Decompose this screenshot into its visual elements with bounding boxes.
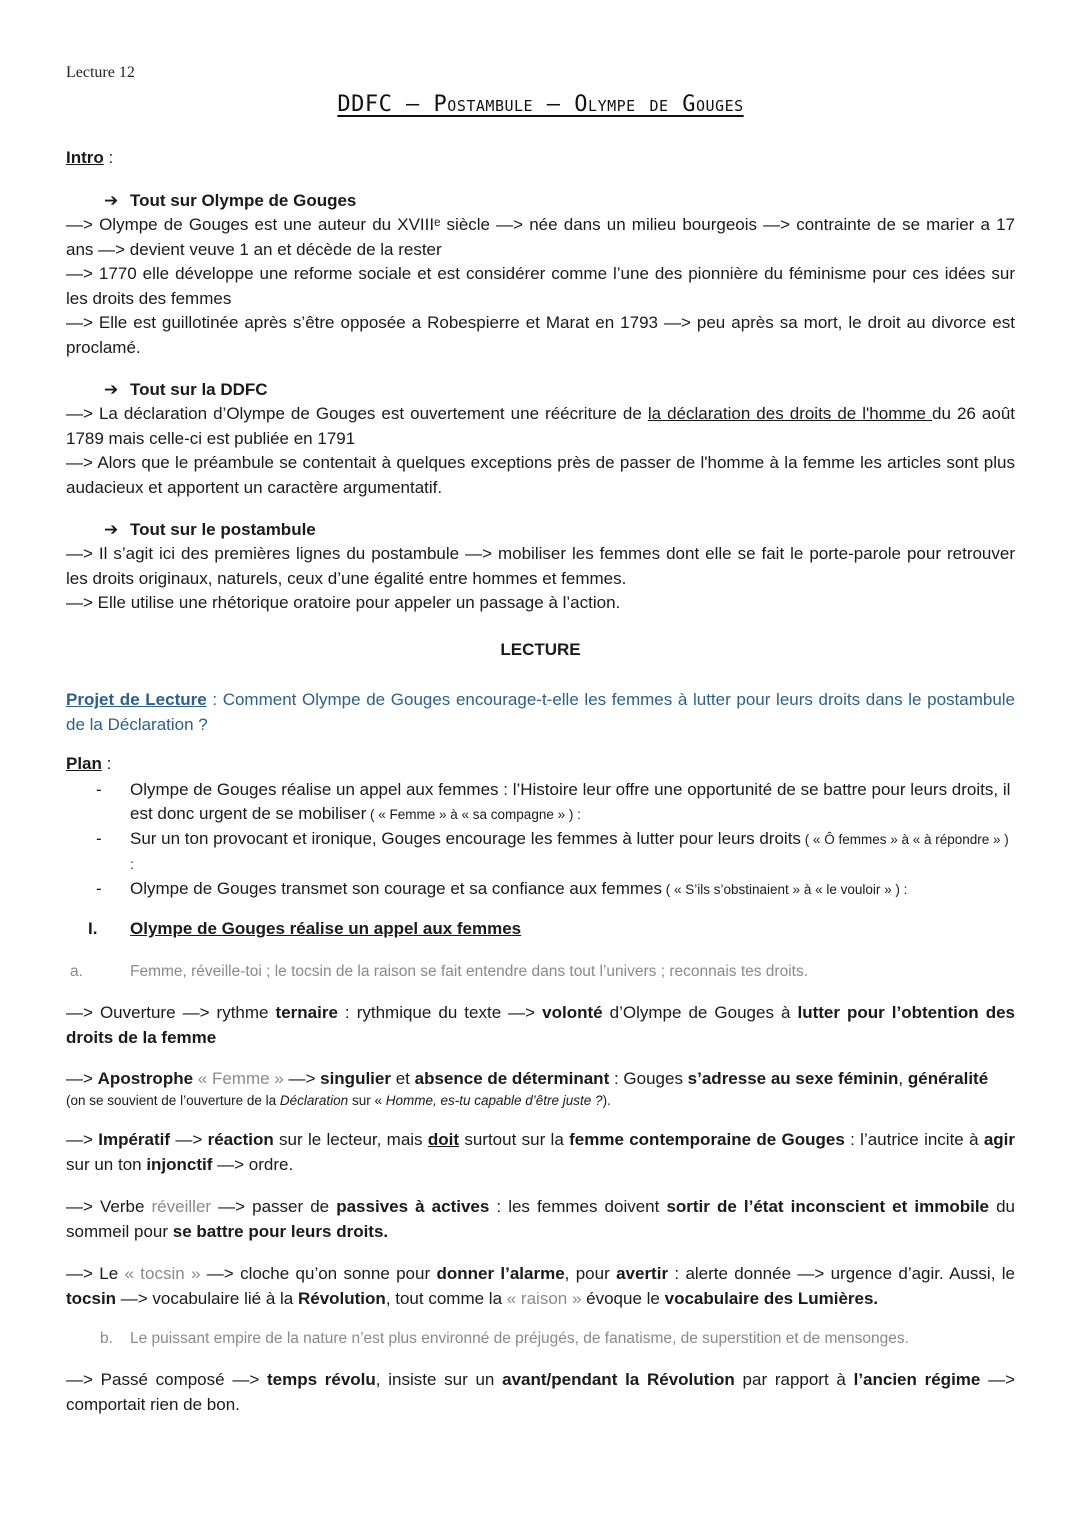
quote-label: b. bbox=[100, 1330, 113, 1347]
lecture-heading: LECTURE bbox=[500, 640, 581, 659]
text-run: : Gouges bbox=[609, 1069, 688, 1088]
list-item: - Sur un ton provocant et ironique, Gouges encourage les femmes à lutter pour leurs droits ( « Ô femmes » à « à répondre » ) : bbox=[96, 829, 1009, 872]
text-run: injonctif bbox=[146, 1154, 213, 1174]
text-run: Révolution bbox=[297, 1288, 386, 1308]
text-run: —> Ouverture —> rythme bbox=[66, 1003, 276, 1022]
analysis-passe-compose bbox=[66, 1368, 1015, 1417]
text-run: —> Le bbox=[66, 1264, 125, 1283]
note bbox=[66, 1092, 1015, 1110]
plan-item-ref: ( « Ô femmes » à « à répondre » ) : bbox=[130, 832, 1009, 872]
paragraph bbox=[66, 402, 1015, 451]
text-run: donner l’alarme bbox=[436, 1264, 565, 1283]
intro-colon: : bbox=[103, 148, 114, 167]
text-run: du 26 août 1789 mais celle-ci est publiée en 1791 bbox=[66, 404, 1015, 448]
text-run: , tout comme la bbox=[385, 1288, 507, 1308]
plan-item-text: Olympe de Gouges transmet son courage et sa confiance aux femmes bbox=[130, 879, 662, 898]
text-run: —> bbox=[66, 1130, 99, 1149]
page-title: DDFC – Postambule – Olympe de Gouges bbox=[337, 92, 744, 117]
text-run: (on se souvient de l’ouverture de la bbox=[66, 1092, 280, 1108]
text-run: —> bbox=[288, 1069, 321, 1088]
text-run: lutter pour l’obtention des droits de la femme bbox=[66, 1003, 1015, 1047]
analysis-ternaire bbox=[66, 1001, 1015, 1050]
text-run: du sommeil pour bbox=[66, 1197, 1015, 1241]
paragraph bbox=[66, 1262, 1015, 1311]
text-run: Déclaration bbox=[279, 1092, 349, 1108]
text-run: « raison » bbox=[506, 1288, 582, 1308]
text-run: sur un ton bbox=[66, 1154, 147, 1174]
text-run: tocsin bbox=[66, 1288, 117, 1308]
text-run: : les femmes doivent bbox=[489, 1197, 667, 1216]
text-run: d’Olympe de Gouges à bbox=[602, 1003, 798, 1022]
text-run: —> bbox=[170, 1130, 208, 1149]
part-number: I. bbox=[88, 919, 98, 938]
text-run: doit bbox=[427, 1130, 460, 1149]
text-run: sortir de l’état inconscient et immobile bbox=[666, 1197, 989, 1216]
paragraph bbox=[66, 1368, 1015, 1417]
text-run: avant/pendant la Révolution bbox=[502, 1370, 735, 1389]
section-body-postambule bbox=[66, 542, 1015, 616]
paragraph bbox=[66, 1195, 1015, 1244]
projet-label: Projet de Lecture bbox=[66, 690, 207, 709]
text-run: —> comportait rien de bon. bbox=[66, 1370, 1016, 1414]
intro-label: Intro bbox=[66, 148, 104, 167]
list-item: - Olympe de Gouges réalise un appel aux femmes : l’Histoire leur offre une opportunité de se battre pour leurs droits, il est donc urgent de se mobiliser ( « Femme » à « sa compagne » ) : bbox=[96, 780, 1011, 823]
paragraph bbox=[66, 1128, 1015, 1177]
text-run: —> bbox=[66, 1069, 98, 1088]
text-run: volonté bbox=[542, 1003, 603, 1022]
text-run: Impératif bbox=[98, 1130, 171, 1149]
section-heading-ddfc bbox=[66, 378, 1053, 402]
text-run: , bbox=[898, 1069, 908, 1088]
text-run: Apostrophe bbox=[97, 1069, 194, 1088]
paragraph: —> Elle utilise une rhétorique oratoire pour appeler un passage à l’action. bbox=[66, 593, 621, 612]
paragraph: —> Il s’agit ici des premières lignes du postambule —> mobiliser les femmes dont elle se fait le porte-parole pour retrouver les droits originaux, naturels, ceux d’une égalité entre hommes et femmes. bbox=[66, 544, 1015, 588]
text-run: temps révolu bbox=[266, 1370, 376, 1389]
plan-item-ref: ( « S’ils s’obstinaient » à « le vouloir » ) : bbox=[662, 882, 908, 897]
paragraph: —> 1770 elle développe une reforme sociale et est considérer comme l’une des pionnière du féminisme pour ces idées sur les droits des femmes bbox=[66, 264, 1015, 308]
analysis-imperatif bbox=[66, 1128, 1015, 1177]
paragraph: —> Alors que le préambule se contentait à quelques exceptions près de passer de l'homme à la femme les articles sont plus audacieux et apportent un caractère argumentatif. bbox=[66, 453, 1015, 497]
text-run: ternaire bbox=[275, 1003, 338, 1022]
document-corner-label: Lecture 12 bbox=[66, 64, 135, 81]
arrow-right-icon: ➔ bbox=[104, 380, 119, 399]
text-run: généralité bbox=[907, 1069, 989, 1088]
analysis-tocsin bbox=[66, 1262, 1015, 1311]
text-run: surtout sur la bbox=[459, 1130, 570, 1149]
plan-item-ref: ( « Femme » à « sa compagne » ) : bbox=[366, 807, 581, 822]
text-run: , insiste sur un bbox=[375, 1370, 503, 1389]
projet-de-lecture bbox=[66, 688, 1015, 737]
text-run: —> cloche qu’on sonne pour bbox=[200, 1264, 437, 1283]
text-run: « tocsin » bbox=[124, 1264, 201, 1283]
projet-paragraph bbox=[66, 688, 1015, 737]
section-heading-text: Tout sur la DDFC bbox=[130, 380, 268, 399]
text-run: —> ordre. bbox=[212, 1154, 294, 1174]
text-run: « Femme » bbox=[193, 1069, 289, 1088]
text-run: se battre pour leurs droits. bbox=[172, 1221, 389, 1241]
text-run: Homme, es-tu capable d’être juste ? bbox=[385, 1092, 603, 1108]
text-run: réaction bbox=[207, 1130, 274, 1149]
projet-question: : Comment Olympe de Gouges encourage-t-elle les femmes à lutter pour leurs droits dans le postambule de la Déclaration ? bbox=[66, 690, 1015, 734]
section-heading-text: Tout sur le postambule bbox=[130, 520, 316, 539]
plan-colon: : bbox=[101, 754, 112, 773]
text-run: —> La déclaration d’Olympe de Gouges est ouvertement une réécriture de bbox=[66, 404, 648, 423]
text-run: réveiller bbox=[151, 1197, 212, 1216]
text-run: : rythmique du texte —> bbox=[337, 1003, 543, 1022]
section-heading-text: Tout sur Olympe de Gouges bbox=[130, 191, 357, 210]
text-run: sur « bbox=[348, 1092, 386, 1108]
part-title: Olympe de Gouges réalise un appel aux femmes bbox=[130, 919, 522, 938]
plan-list bbox=[66, 778, 1015, 902]
quote-text: Le puissant empire de la nature n’est plus environné de préjugés, de fanatisme, de superstition et de mensonges. bbox=[130, 1330, 909, 1347]
text-run: agir bbox=[983, 1130, 1016, 1149]
text-run: par rapport à bbox=[734, 1370, 854, 1389]
plan-item-text: Sur un ton provocant et ironique, Gouges encourage les femmes à lutter pour leurs droits bbox=[130, 829, 801, 848]
text-run: évoque le bbox=[581, 1288, 665, 1308]
text-run: , pour bbox=[564, 1264, 617, 1283]
arrow-right-icon: ➔ bbox=[104, 520, 119, 539]
text-run: —> passer de bbox=[211, 1197, 337, 1216]
text-run: : l’autrice incite à bbox=[844, 1130, 984, 1149]
plan-heading bbox=[66, 754, 1015, 774]
text-run: —> Passé composé —> bbox=[66, 1370, 267, 1389]
text-run: femme contemporaine de Gouges bbox=[569, 1130, 845, 1149]
paragraph bbox=[66, 1067, 1015, 1092]
paragraph: —> Elle est guillotinée après s’être opposée a Robespierre et Marat en 1793 —> peu après sa mort, le droit au divorce est proclamé. bbox=[66, 313, 1015, 357]
text-run: ). bbox=[602, 1092, 611, 1108]
text-run: s’adresse au sexe féminin bbox=[687, 1069, 899, 1088]
section-heading-olympe bbox=[66, 189, 1053, 213]
section-body-ddfc bbox=[66, 402, 1015, 500]
text-run: et bbox=[390, 1069, 415, 1088]
text-run: absence de déterminant bbox=[414, 1069, 610, 1088]
text-run: —> Verbe bbox=[66, 1197, 152, 1216]
text-run: avertir bbox=[616, 1264, 669, 1283]
quote-text: Femme, réveille-toi ; le tocsin de la raison se fait entendre dans tout l’univers ; reconnais tes droits. bbox=[130, 963, 809, 980]
list-item: - Olympe de Gouges transmet son courage et sa confiance aux femmes ( « S’ils s’obstinaient » à « le vouloir » ) : bbox=[96, 879, 908, 898]
arrow-right-icon: ➔ bbox=[104, 191, 119, 210]
analysis-reveiller bbox=[66, 1195, 1015, 1244]
text-run: l’ancien régime bbox=[853, 1370, 981, 1389]
intro-heading bbox=[66, 148, 1015, 168]
text-run: passives à actives bbox=[336, 1197, 490, 1216]
paragraph bbox=[66, 1001, 1015, 1050]
plan-item-text: Olympe de Gouges réalise un appel aux femmes : l’Histoire leur offre une opportunité de se battre pour leurs droits, il est donc urgent de se mobiliser bbox=[130, 780, 1011, 823]
text-run: singulier bbox=[320, 1069, 391, 1088]
underlined-reference: la déclaration des droits de l'homme bbox=[647, 404, 933, 423]
section-body-olympe bbox=[66, 213, 1015, 360]
plan-label: Plan bbox=[66, 754, 102, 773]
paragraph: —> Olympe de Gouges est une auteur du XVIIIᵉ siècle —> née dans un milieu bourgeois —> contrainte de se marier a 17 ans —> devient veuve 1 an et décède de la rester bbox=[66, 215, 1015, 259]
quote-label: a. bbox=[70, 963, 83, 980]
analysis-apostrophe bbox=[66, 1067, 1015, 1110]
section-heading-postambule bbox=[66, 518, 1053, 542]
text-run: vocabulaire des Lumières. bbox=[664, 1288, 879, 1308]
text-run: sur le lecteur, mais bbox=[273, 1130, 428, 1149]
text-run: —> vocabulaire lié à la bbox=[116, 1288, 298, 1308]
text-run: : alerte donnée —> urgence d’agir. Aussi, le bbox=[668, 1264, 1015, 1283]
